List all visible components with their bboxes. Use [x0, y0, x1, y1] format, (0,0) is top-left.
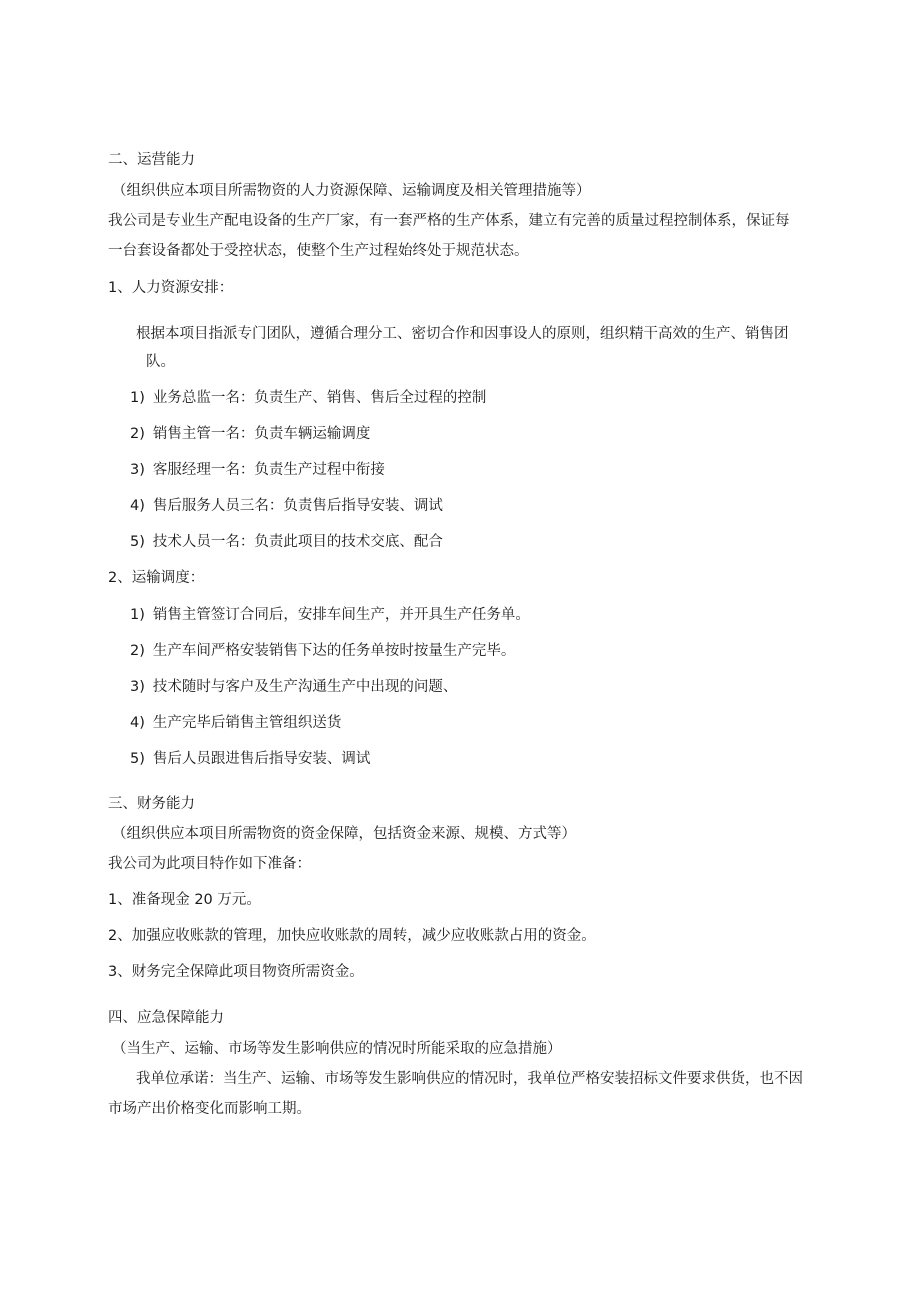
paragraph-line: 队。: [146, 354, 175, 370]
list-item: [130, 749, 370, 769]
list-item-text: 业务总监一名：负责生产、销售、售后全过程的控制: [152, 390, 487, 406]
list-item-text: 销售主管签订合同后，安排车间生产，并开具生产任务单。: [152, 607, 530, 623]
section-title: 四、应急保障能力: [108, 1010, 224, 1026]
list-item-text: 生产车间严格安装销售下达的任务单按时按量生产完毕。: [152, 643, 516, 659]
list-item: [130, 496, 443, 516]
list-item: [130, 460, 385, 480]
list-item: [130, 532, 443, 552]
list-item-text: 售后服务人员三名：负责售后指导安装、调试: [152, 498, 443, 514]
paragraph-line: 根据本项目指派专门团队，遵循合理分工、密切合作和因事设人的原则，组织精干高效的生产、销售团: [136, 326, 789, 342]
subheading: 2、运输调度：: [108, 570, 205, 586]
paragraph-line: 市场产出价格变化而影响工期。: [108, 1101, 311, 1117]
section-title: 二、运营能力: [108, 152, 195, 168]
list-item-number: 1): [130, 390, 145, 406]
list-item-number: 1): [130, 607, 145, 623]
list-item-text: 技术人员一名：负责此项目的技术交底、配合: [152, 534, 443, 550]
list-item: [130, 713, 341, 733]
paragraph-line: 我公司是专业生产配电设备的生产厂家，有一套严格的生产体系，建立有完善的质量过程控制体系，保证每: [108, 213, 790, 229]
list-item: [130, 424, 370, 444]
list-item-text: 销售主管一名：负责车辆运输调度: [152, 426, 371, 442]
list-item: [130, 388, 486, 408]
list-item-number: 3): [130, 679, 145, 695]
list-item-number: 2): [130, 426, 145, 442]
list-item-number: 5): [130, 534, 145, 550]
section-note: （组织供应本项目所需物资的人力资源保障、运输调度及相关管理措施等）: [112, 183, 591, 199]
list-item-text: 生产完毕后销售主管组织送货: [152, 715, 342, 731]
paragraph-line: 一台套设备都处于受控状态，使整个生产过程始终处于规范状态。: [108, 243, 529, 259]
list-item-text: 售后人员跟进售后指导安装、调试: [152, 751, 371, 767]
section-note: （当生产、运输、市场等发生影响供应的情况时所能采取的应急措施）: [112, 1041, 562, 1057]
list-item-number: 4): [130, 498, 145, 514]
list-item: [130, 677, 457, 697]
section-note: （组织供应本项目所需物资的资金保障，包括资金来源、规模、方式等）: [112, 826, 576, 842]
list-item-number: 2): [130, 643, 145, 659]
list-item-number: 4): [130, 715, 145, 731]
list-item: [130, 641, 515, 661]
subheading: 1、人力资源安排：: [108, 280, 234, 296]
list-item: 1、准备现金 20 万元。: [108, 892, 261, 908]
paragraph-line: 我公司为此项目特作如下准备：: [108, 856, 311, 872]
list-item: [130, 605, 530, 625]
list-item: 2、加强应收账款的管理，加快应收账款的周转，减少应收账款占用的资金。: [108, 928, 596, 944]
list-item-text: 客服经理一名：负责生产过程中衔接: [152, 462, 385, 478]
list-item-text: 技术随时与客户及生产沟通生产中出现的问题、: [152, 679, 458, 695]
list-item: 3、财务完全保障此项目物资所需资金。: [108, 964, 364, 980]
list-item-number: 5): [130, 751, 145, 767]
list-item-number: 3): [130, 462, 145, 478]
paragraph-line: 我单位承诺：当生产、运输、市场等发生影响供应的情况时，我单位严格安装招标文件要求供货，也不因: [136, 1071, 803, 1087]
section-title: 三、财务能力: [108, 796, 195, 812]
